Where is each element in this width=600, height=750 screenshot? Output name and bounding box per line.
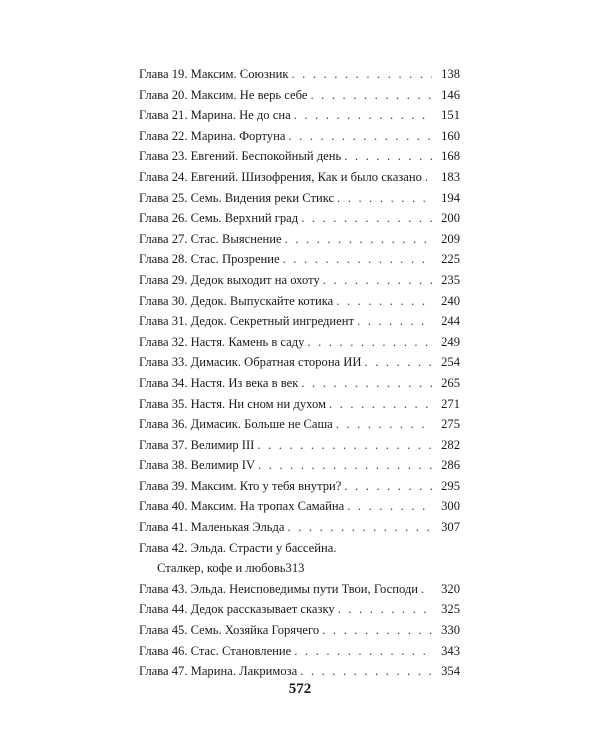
- leader-dots: [344, 476, 432, 497]
- toc-entry-page: 138: [441, 67, 460, 81]
- toc-entry: [139, 394, 460, 415]
- leader-dots: [347, 496, 432, 517]
- toc-entry: [139, 620, 460, 641]
- leader-dots: [257, 435, 432, 456]
- toc-entry-page: 330: [441, 623, 460, 638]
- toc-entry: [139, 455, 460, 476]
- toc-entry-title: Глава 27. Стас. Выяснение: [139, 231, 282, 246]
- toc-entry-page: 244: [441, 314, 460, 329]
- toc-entry-title: Глава 41. Маленькая Эльда: [139, 520, 285, 535]
- toc-entry-page: 240: [441, 293, 460, 308]
- toc-entry-title-line2: Сталкер, кофе и любовь: [157, 561, 286, 576]
- toc-entry: [139, 496, 460, 517]
- toc-entry: [139, 661, 460, 682]
- toc-entry-title: Глава 19. Максим. Союзник: [139, 67, 289, 81]
- toc-entry-page: 200: [441, 211, 460, 226]
- leader-dots: [322, 620, 432, 641]
- toc-entry-page: 295: [441, 478, 460, 493]
- toc-entry-page: 225: [441, 252, 460, 267]
- toc-entry-page: 300: [441, 499, 460, 514]
- leader-dots: [285, 229, 432, 250]
- leader-dots: [357, 311, 432, 332]
- toc-entry-title: Глава 23. Евгений. Беспокойный день: [139, 149, 342, 164]
- toc-entry-title: Глава 36. Димасик. Больше не Саша: [139, 417, 333, 432]
- toc-entry: [139, 167, 460, 188]
- leader-dots: [307, 332, 432, 353]
- toc-entry-title: Глава 34. Настя. Из века в век: [139, 375, 299, 390]
- toc-entry-title: Глава 29. Дедок выходит на охоту: [139, 272, 320, 287]
- toc-entry: [139, 352, 460, 373]
- toc-entry: [139, 208, 460, 229]
- leader-dots: [421, 579, 432, 600]
- toc-entry-title: Глава 47. Марина. Лакримоза: [139, 664, 298, 679]
- toc-entry-title: Глава 35. Настя. Ни сном ни духом: [139, 396, 326, 411]
- toc-entry-title: Глава 22. Марина. Фортуна: [139, 128, 286, 143]
- toc-entry: [139, 332, 460, 353]
- toc-entry: [139, 373, 460, 394]
- leader-dots: [338, 599, 432, 620]
- toc-entry-page: 286: [441, 458, 460, 473]
- leader-dots: [344, 146, 432, 167]
- leader-dots: [283, 249, 432, 270]
- toc-entry: [139, 311, 460, 332]
- toc-entry: [139, 435, 460, 456]
- toc-entry: [139, 188, 460, 209]
- toc-entry-title: Глава 21. Марина. Не до сна: [139, 108, 291, 123]
- leader-dots: [365, 352, 433, 373]
- leader-dots: [291, 64, 432, 85]
- toc-entry-title: Глава 31. Дедок. Секретный ингредиент: [139, 314, 354, 329]
- toc-entry: [139, 249, 460, 270]
- leader-dots: [288, 517, 432, 538]
- toc-entry-page: 325: [441, 602, 460, 617]
- toc-entry-page: 313: [285, 561, 305, 576]
- toc-entry: [139, 579, 460, 600]
- toc-entry-title: Глава 37. Велимир III: [139, 437, 255, 452]
- toc-entry: [139, 641, 460, 662]
- leader-dots: [301, 373, 432, 394]
- leader-dots: [336, 414, 432, 435]
- toc-entry: [139, 270, 460, 291]
- toc-entry-title-line2-row: [139, 558, 460, 579]
- leader-dots: [288, 126, 432, 147]
- toc-entry: [139, 229, 460, 250]
- toc-entry-page: 271: [441, 396, 460, 411]
- toc-entry: [139, 146, 460, 167]
- toc-entry: [139, 64, 460, 85]
- toc-entry-title: Глава 26. Семь. Верхний град: [139, 211, 299, 226]
- toc-entry-title: Глава 32. Настя. Камень в саду: [139, 334, 305, 349]
- toc-entry-title: Глава 30. Дедок. Выпускайте котика: [139, 293, 334, 308]
- leader-dots: [323, 270, 432, 291]
- toc-entry-page: 235: [441, 272, 460, 287]
- toc-entry: [139, 476, 460, 497]
- toc-entry-title-line1: Глава 42. Эльда. Страсти у бассейна.: [139, 540, 337, 555]
- toc-entry: [139, 517, 460, 538]
- leader-dots: [294, 105, 432, 126]
- leader-dots: [425, 167, 432, 188]
- toc-entry-page: 209: [441, 231, 460, 246]
- toc-entry-page: 183: [441, 169, 460, 184]
- toc-entry: [139, 291, 460, 312]
- leader-dots: [310, 85, 432, 106]
- toc-entry-title: Глава 39. Максим. Кто у тебя внутри?: [139, 478, 342, 493]
- toc-entry: [139, 599, 460, 620]
- page-number: 572: [288, 681, 312, 697]
- toc-entry-page: 320: [441, 581, 460, 596]
- table-of-contents: [139, 64, 460, 682]
- toc-entry-page: 194: [441, 190, 460, 205]
- toc-entry-title: Глава 43. Эльда. Неисповедимы пути Твои, Господи: [139, 581, 419, 596]
- toc-entry-page: 249: [441, 334, 460, 349]
- toc-entry-title: Глава 45. Семь. Хозяйка Горячего: [139, 623, 320, 638]
- toc-entry: [139, 85, 460, 106]
- toc-entry: [139, 126, 460, 147]
- toc-entry-title: Глава 44. Дедок рассказывает сказку: [139, 602, 335, 617]
- toc-entry-title: Глава 28. Стас. Прозрение: [139, 252, 280, 267]
- leader-dots: [300, 661, 432, 682]
- leader-dots: [329, 394, 432, 415]
- toc-entry-page: 275: [441, 417, 460, 432]
- toc-entry-title: Глава 20. Максим. Не верь себе: [139, 87, 308, 102]
- leader-dots: [336, 291, 432, 312]
- toc-entry-title: Глава 46. Стас. Становление: [139, 643, 292, 658]
- toc-entry-title: Глава 40. Максим. На тропах Самайна: [139, 499, 345, 514]
- leader-dots: [337, 188, 432, 209]
- toc-entry-page: 354: [441, 664, 460, 679]
- toc-entry-title: Глава 24. Евгений. Шизофрения, Как и было сказано: [139, 169, 422, 184]
- toc-entry: [139, 414, 460, 435]
- leader-dots: [294, 641, 432, 662]
- toc-entry-page: 160: [441, 128, 460, 143]
- toc-entry: [139, 105, 460, 126]
- toc-entry-multiline: [139, 538, 460, 579]
- toc-entries-after: [139, 579, 460, 682]
- toc-entry-page: 282: [441, 437, 460, 452]
- toc-entry-page: 151: [441, 108, 460, 123]
- toc-entry-page: 168: [441, 149, 460, 164]
- leader-dots: [258, 455, 432, 476]
- toc-entry-title: Глава 33. Димасик. Обратная сторона ИИ: [139, 355, 362, 370]
- toc-entry-page: 343: [441, 643, 460, 658]
- leader-dots: [301, 208, 432, 229]
- toc-entry-title: Глава 25. Семь. Видения реки Стикс: [139, 190, 335, 205]
- toc-entry-page: 254: [441, 355, 460, 370]
- toc-entry-page: 146: [441, 87, 460, 102]
- toc-entry-title: Глава 38. Велимир IV: [139, 458, 256, 473]
- toc-entries: [139, 64, 460, 538]
- toc-entry-page: 265: [441, 375, 460, 390]
- toc-entry-page: 307: [441, 520, 460, 535]
